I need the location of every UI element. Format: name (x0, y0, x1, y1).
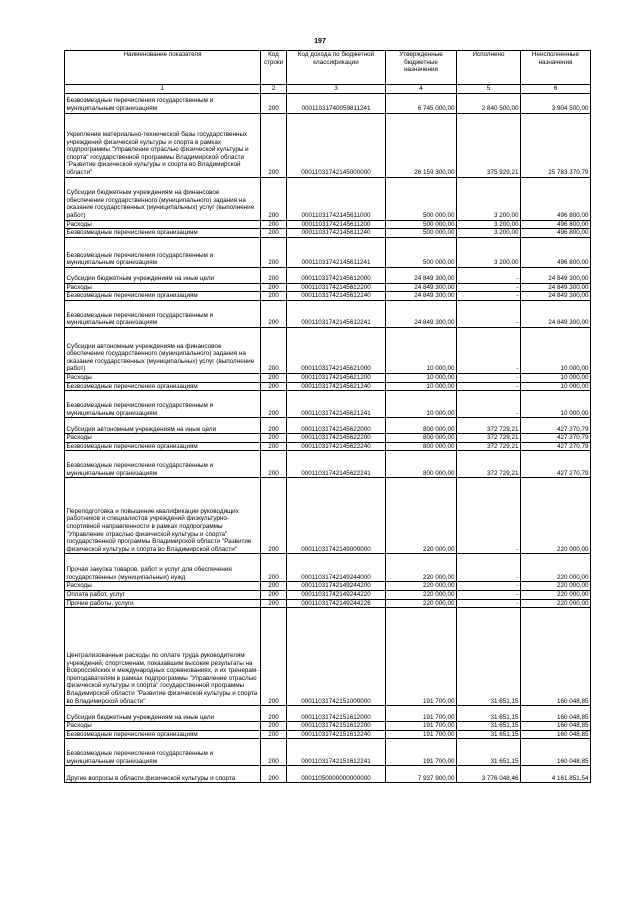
header-approved: Утвержденные бюджетные назначения (386, 51, 457, 85)
income-code-cell: 00011031742145611200 (287, 220, 386, 229)
executed-amount-cell: 3 200,00 (457, 229, 521, 238)
indicator-name-cell: Укрепление материально-технической базы государственных учреждений физической культуры и спорта в рамках подпрограммы "Управление отраслью физической культуры и спорта" государственной программы Владимирской области "Развитие физической культуры и спорта во Владимирской области" (65, 113, 261, 177)
approved-amount-cell: 500 000,00 (386, 237, 457, 267)
unexecuted-amount-cell: 496 800,00 (521, 177, 591, 220)
table-row (65, 237, 591, 267)
approved-amount-cell: 800 000,00 (386, 451, 457, 478)
executed-amount-cell: 3 200,00 (457, 177, 521, 220)
line-code-cell: 200 (261, 292, 287, 301)
indicator-name-cell: Расходы (65, 582, 261, 591)
approved-amount-cell: 220 000,00 (386, 478, 457, 554)
executed-amount-cell: 31 651,15 (457, 730, 521, 739)
income-code-cell: 00011031742145622241 (287, 451, 386, 478)
unexecuted-amount-cell: 427 270,79 (521, 451, 591, 478)
income-code-cell: 00011031742145622200 (287, 434, 386, 443)
executed-amount-cell: - (457, 300, 521, 327)
line-code-cell: 200 (261, 434, 287, 443)
income-code-cell: 00011031742151612200 (287, 722, 386, 731)
income-code-cell: 00011031742145611240 (287, 229, 386, 238)
line-code-cell: 200 (261, 237, 287, 267)
indicator-name-cell: Безвозмездные перечисления государственным и муниципальным организациям (65, 739, 261, 766)
unexecuted-amount-cell: 4 161 851,54 (521, 766, 591, 783)
unexecuted-amount-cell: 160 048,85 (521, 722, 591, 731)
income-code-cell: 00011031742145611000 (287, 177, 386, 220)
table-row (65, 451, 591, 478)
header-row (65, 51, 591, 85)
table-row (65, 706, 591, 722)
approved-amount-cell: 10 000,00 (386, 382, 457, 391)
indicator-name-cell: Расходы (65, 220, 261, 229)
table-row (65, 292, 591, 301)
line-code-cell: 200 (261, 382, 287, 391)
table-row (65, 608, 591, 706)
unexecuted-amount-cell: 160 048,85 (521, 608, 591, 706)
table-row (65, 113, 591, 177)
income-code-cell: 00011050000000000000 (287, 766, 386, 783)
executed-amount-cell: - (457, 599, 521, 608)
indicator-name-cell: Субсидии бюджетным учреждениям на финансовое обеспечение государственного (муниципального) задания на оказание государственных (муниципальных) услуг (выполнение работ) (65, 177, 261, 220)
executed-amount-cell: 3 776 048,46 (457, 766, 521, 783)
approved-amount-cell: 220 000,00 (386, 582, 457, 591)
unexecuted-amount-cell: 24 849 300,00 (521, 292, 591, 301)
income-code-cell: 00011031740059811241 (287, 93, 386, 113)
budget-execution-table (64, 50, 591, 783)
page-number: 197 (314, 38, 326, 45)
table-row (65, 391, 591, 418)
approved-amount-cell: 24 849 300,00 (386, 283, 457, 292)
executed-amount-cell: 31 651,15 (457, 722, 521, 731)
approved-amount-cell: 500 000,00 (386, 177, 457, 220)
executed-amount-cell: 372 729,21 (457, 434, 521, 443)
line-code-cell: 200 (261, 478, 287, 554)
approved-amount-cell: 10 000,00 (386, 327, 457, 373)
executed-amount-cell: 31 651,15 (457, 608, 521, 706)
approved-amount-cell: 800 000,00 (386, 418, 457, 434)
table-row (65, 93, 591, 113)
indicator-name-cell: Безвозмездные перечисления организациям (65, 382, 261, 391)
executed-amount-cell: 375 929,21 (457, 113, 521, 177)
income-code-cell: 00011031742145612200 (287, 283, 386, 292)
unexecuted-amount-cell: 10 000,00 (521, 327, 591, 373)
income-code-cell: 00011031742145000000 (287, 113, 386, 177)
table-row (65, 382, 591, 391)
table-row (65, 582, 591, 591)
approved-amount-cell: 10 000,00 (386, 373, 457, 382)
unexecuted-amount-cell: 3 904 500,00 (521, 93, 591, 113)
approved-amount-cell: 800 000,00 (386, 442, 457, 451)
table-row (65, 229, 591, 238)
executed-amount-cell: - (457, 582, 521, 591)
income-code-cell: 00011031742145612241 (287, 300, 386, 327)
header-executed: Исполнено (457, 51, 521, 85)
line-code-cell: 200 (261, 706, 287, 722)
header-indicator-name: Наименование показателя (65, 51, 261, 85)
income-code-cell: 00011031742151612000 (287, 706, 386, 722)
indicator-name-cell: Централизованные расходы по оплате труда руководителям учреждений, спортсменам, показавшим высокие результаты на Всероссийских и международных соревнованиях, и их тренерам-преподавателям в рамках подпрограммы "Управление отраслью физической культуры и спорта" государственной программы Владимирской области "Развитие физической культуры и спорта во Владимирской области" (65, 608, 261, 706)
income-code-cell: 00011031742145611241 (287, 237, 386, 267)
approved-amount-cell: 24 849 300,00 (386, 267, 457, 283)
line-code-cell: 200 (261, 442, 287, 451)
income-code-cell: 00011031742145612240 (287, 292, 386, 301)
indicator-name-cell: Безвозмездные перечисления государственным и муниципальным организациям (65, 451, 261, 478)
indicator-name-cell: Безвозмездные перечисления организациям (65, 442, 261, 451)
indicator-name-cell: Безвозмездные перечисления государственным и муниципальным организациям (65, 391, 261, 418)
income-code-cell: 00011031742145622240 (287, 442, 386, 451)
approved-amount-cell: 220 000,00 (386, 554, 457, 582)
column-number: 3 (287, 85, 386, 94)
approved-amount-cell: 191 700,00 (386, 722, 457, 731)
executed-amount-cell: - (457, 391, 521, 418)
executed-amount-cell: 31 651,15 (457, 706, 521, 722)
line-code-cell: 200 (261, 451, 287, 478)
line-code-cell: 200 (261, 93, 287, 113)
unexecuted-amount-cell: 10 000,00 (521, 382, 591, 391)
line-code-cell: 200 (261, 373, 287, 382)
income-code-cell: 00011031742145621000 (287, 327, 386, 373)
approved-amount-cell: 7 937 900,00 (386, 766, 457, 783)
unexecuted-amount-cell: 496 800,00 (521, 220, 591, 229)
approved-amount-cell: 220 000,00 (386, 590, 457, 599)
line-code-cell: 200 (261, 113, 287, 177)
unexecuted-amount-cell: 427 270,79 (521, 418, 591, 434)
table-row (65, 373, 591, 382)
income-code-cell: 00011031742151000000 (287, 608, 386, 706)
executed-amount-cell: 372 729,21 (457, 451, 521, 478)
line-code-cell: 200 (261, 554, 287, 582)
income-code-cell: 00011031742149244200 (287, 582, 386, 591)
line-code-cell: 200 (261, 582, 287, 591)
income-code-cell: 00011031742149244226 (287, 599, 386, 608)
unexecuted-amount-cell: 220 000,00 (521, 599, 591, 608)
line-code-cell: 200 (261, 267, 287, 283)
unexecuted-amount-cell: 220 000,00 (521, 582, 591, 591)
indicator-name-cell: Безвозмездные перечисления организациям (65, 292, 261, 301)
approved-amount-cell: 191 700,00 (386, 739, 457, 766)
unexecuted-amount-cell: 25 783 370,79 (521, 113, 591, 177)
income-code-cell: 00011031742149244220 (287, 590, 386, 599)
column-number: 2 (261, 85, 287, 94)
table-row (65, 722, 591, 731)
line-code-cell: 200 (261, 283, 287, 292)
approved-amount-cell: 500 000,00 (386, 229, 457, 238)
unexecuted-amount-cell: 24 849 300,00 (521, 283, 591, 292)
income-code-cell: 00011031742151612241 (287, 739, 386, 766)
executed-amount-cell: - (457, 478, 521, 554)
indicator-name-cell: Безвозмездные перечисления государственным и муниципальным организациям (65, 93, 261, 113)
indicator-name-cell: Субсидии автономным учреждениям на финансовое обеспечение государственного (муниципального) задания на оказание государственных (муниципальных) услуг (выполнение работ) (65, 327, 261, 373)
table-row (65, 599, 591, 608)
line-code-cell: 200 (261, 229, 287, 238)
executed-amount-cell: - (457, 382, 521, 391)
column-number: 5 (457, 85, 521, 94)
executed-amount-cell: 372 729,21 (457, 418, 521, 434)
header-income-code: Код дохода по бюджетной классификации (287, 51, 386, 85)
line-code-cell: 200 (261, 722, 287, 731)
unexecuted-amount-cell: 10 000,00 (521, 373, 591, 382)
indicator-name-cell: Прочая закупка товаров, работ и услуг для обеспечения государственных (муниципальных) нужд (65, 554, 261, 582)
unexecuted-amount-cell: 24 849 300,00 (521, 300, 591, 327)
approved-amount-cell: 220 000,00 (386, 599, 457, 608)
table-row (65, 434, 591, 443)
unexecuted-amount-cell: 220 000,00 (521, 478, 591, 554)
line-code-cell: 200 (261, 327, 287, 373)
line-code-cell: 200 (261, 220, 287, 229)
header-unexecuted: Неисполненные назначения (521, 51, 591, 85)
income-code-cell: 00011031742149000000 (287, 478, 386, 554)
table-row (65, 478, 591, 554)
unexecuted-amount-cell: 427 270,79 (521, 434, 591, 443)
indicator-name-cell: Безвозмездные перечисления государственным и муниципальным организациям (65, 237, 261, 267)
executed-amount-cell: - (457, 590, 521, 599)
executed-amount-cell: 31 651,15 (457, 739, 521, 766)
unexecuted-amount-cell: 160 048,85 (521, 706, 591, 722)
column-number: 4 (386, 85, 457, 94)
executed-amount-cell: 2 840 500,00 (457, 93, 521, 113)
table-row (65, 283, 591, 292)
line-code-cell: 200 (261, 300, 287, 327)
executed-amount-cell: 372 729,21 (457, 442, 521, 451)
approved-amount-cell: 24 849 300,00 (386, 300, 457, 327)
table-row (65, 267, 591, 283)
income-code-cell: 00011031742145612000 (287, 267, 386, 283)
indicator-name-cell: Безвозмездные перечисления организациям (65, 730, 261, 739)
indicator-name-cell: Расходы (65, 283, 261, 292)
indicator-name-cell: Прочие работы, услуги (65, 599, 261, 608)
table-row (65, 300, 591, 327)
table-row (65, 739, 591, 766)
indicator-name-cell: Расходы (65, 373, 261, 382)
executed-amount-cell: 3 200,00 (457, 237, 521, 267)
indicator-name-cell: Субсидии автономным учреждениям на иные цели (65, 418, 261, 434)
approved-amount-cell: 26 159 300,00 (386, 113, 457, 177)
table-row (65, 554, 591, 582)
indicator-name-cell: Переподготовка и повышение квалификации руководящих работников и специалистов учреждений физкультурно-спортивной направленности в рамках подпрограммы "Управление отраслью физической культуры и спорта" государственной программы Владимирской области "Развитие физической культуры и спорта во Владимирской области" (65, 478, 261, 554)
table-row (65, 418, 591, 434)
unexecuted-amount-cell: 220 000,00 (521, 554, 591, 582)
unexecuted-amount-cell: 220 000,00 (521, 590, 591, 599)
table-row (65, 327, 591, 373)
income-code-cell: 00011031742145621240 (287, 382, 386, 391)
approved-amount-cell: 24 849 300,00 (386, 292, 457, 301)
executed-amount-cell: - (457, 373, 521, 382)
table-body (65, 93, 591, 783)
executed-amount-cell: - (457, 554, 521, 582)
indicator-name-cell: Субсидии бюджетным учреждениям на иные цели (65, 706, 261, 722)
table-row (65, 177, 591, 220)
line-code-cell: 200 (261, 590, 287, 599)
table-row (65, 730, 591, 739)
unexecuted-amount-cell: 160 048,85 (521, 730, 591, 739)
income-code-cell: 00011031742151612240 (287, 730, 386, 739)
approved-amount-cell: 191 700,00 (386, 730, 457, 739)
approved-amount-cell: 500 000,00 (386, 220, 457, 229)
indicator-name-cell: Расходы (65, 722, 261, 731)
income-code-cell: 00011031742145621241 (287, 391, 386, 418)
indicator-name-cell: Другие вопросы в области физической культуры и спорта (65, 766, 261, 783)
approved-amount-cell: 191 700,00 (386, 706, 457, 722)
executed-amount-cell: - (457, 327, 521, 373)
unexecuted-amount-cell: 496 800,00 (521, 229, 591, 238)
column-number-row (65, 85, 591, 94)
executed-amount-cell: - (457, 267, 521, 283)
executed-amount-cell: - (457, 292, 521, 301)
approved-amount-cell: 10 000,00 (386, 391, 457, 418)
unexecuted-amount-cell: 160 048,85 (521, 739, 591, 766)
indicator-name-cell: Субсидии бюджетным учреждениям на иные цели (65, 267, 261, 283)
line-code-cell: 200 (261, 739, 287, 766)
approved-amount-cell: 6 745 000,00 (386, 93, 457, 113)
approved-amount-cell: 191 700,00 (386, 608, 457, 706)
line-code-cell: 200 (261, 599, 287, 608)
unexecuted-amount-cell: 24 849 300,00 (521, 267, 591, 283)
unexecuted-amount-cell: 427 270,79 (521, 442, 591, 451)
line-code-cell: 200 (261, 730, 287, 739)
executed-amount-cell: 3 200,00 (457, 220, 521, 229)
header-line-code: Код строки (261, 51, 287, 85)
column-number: 1 (65, 85, 261, 94)
income-code-cell: 00011031742145621200 (287, 373, 386, 382)
unexecuted-amount-cell: 10 000,00 (521, 391, 591, 418)
line-code-cell: 200 (261, 177, 287, 220)
line-code-cell: 200 (261, 391, 287, 418)
line-code-cell: 200 (261, 766, 287, 783)
column-number: 6 (521, 85, 591, 94)
approved-amount-cell: 800 000,00 (386, 434, 457, 443)
table-row (65, 220, 591, 229)
indicator-name-cell: Безвозмездные перечисления государственным и муниципальным организациям (65, 300, 261, 327)
executed-amount-cell: - (457, 283, 521, 292)
income-code-cell: 00011031742145622000 (287, 418, 386, 434)
table-row (65, 442, 591, 451)
indicator-name-cell: Безвозмездные перечисления организациям (65, 229, 261, 238)
line-code-cell: 200 (261, 608, 287, 706)
table-row (65, 766, 591, 783)
indicator-name-cell: Расходы (65, 434, 261, 443)
unexecuted-amount-cell: 496 800,00 (521, 237, 591, 267)
indicator-name-cell: Оплата работ, услуг (65, 590, 261, 599)
income-code-cell: 00011031742149244000 (287, 554, 386, 582)
table-row (65, 590, 591, 599)
line-code-cell: 200 (261, 418, 287, 434)
